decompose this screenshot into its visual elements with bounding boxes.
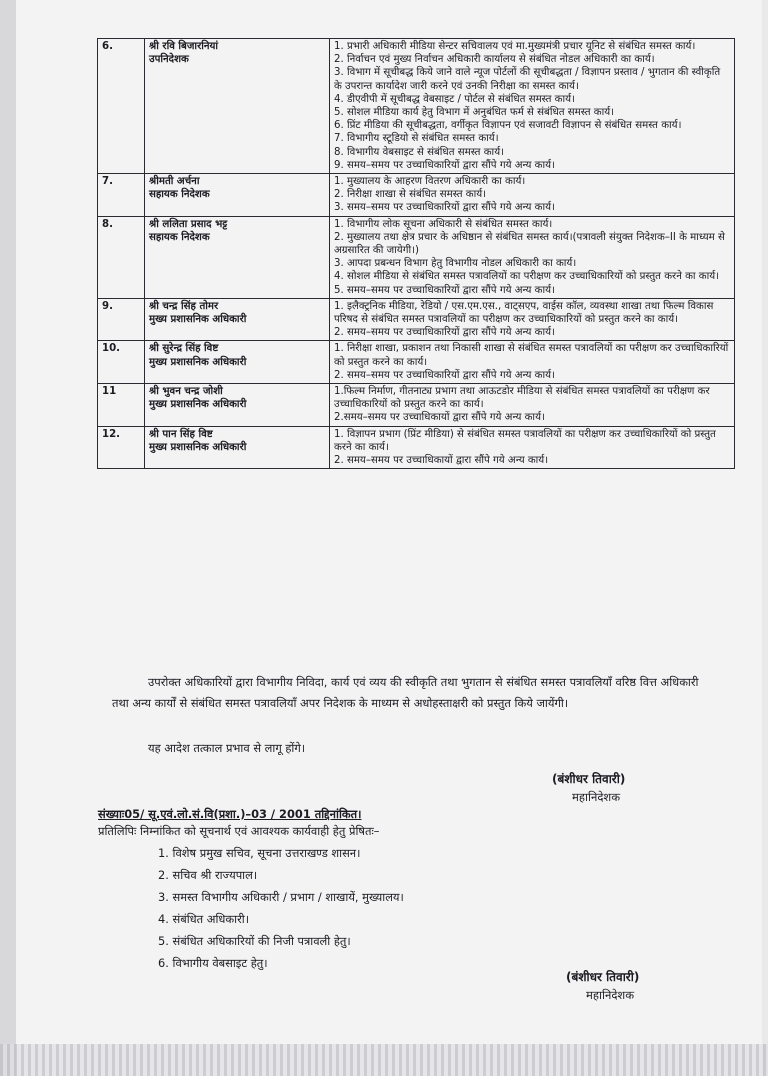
duty-item: 2. निर्वाचन एवं मुख्य निर्वाचन अधिकारी कार्यालय से संबंधित नोडल अधिकारी का कार्य। xyxy=(334,54,655,66)
scan-edge-strip xyxy=(0,1044,768,1076)
table-row xyxy=(98,39,735,174)
officer-name: श्री भुवन चन्द्र जोशी xyxy=(149,386,223,398)
serial-number: 8. xyxy=(98,216,145,298)
duty-item: 2. निरीक्षा शाखा से संबंधित समस्त कार्य। xyxy=(334,189,487,201)
officer-name: श्री रवि बिजारनियां xyxy=(149,41,219,52)
recipient-item: 3. समस्त विभागीय अधिकारी / प्रभाग / शाखायें, मुख्यालय। xyxy=(158,890,404,904)
officer-designation: मुख्य प्रशासनिक अधिकारी xyxy=(149,314,247,326)
effective-notice: यह आदेश तत्काल प्रभाव से लागू होंगे। xyxy=(148,741,306,755)
serial-number: 7. xyxy=(98,174,145,217)
signatory-designation: महानिदेशक xyxy=(586,988,635,1002)
signatory-name: (बंशीधर तिवारी) xyxy=(552,772,626,786)
copy-intro: प्रतिलिपिः निम्नांकित को सूचनार्थ एवं आवश्यक कार्यवाही हेतु प्रेषितः– xyxy=(98,824,380,838)
officer-cell xyxy=(145,39,330,174)
recipient-item: 2. सचिव श्री राज्यपाल। xyxy=(158,868,258,882)
serial-number: 9. xyxy=(98,298,145,341)
duty-item: 1. निरीक्षा शाखा, प्रकाशन तथा निकासी शाखा से संबंधित समस्त पत्रावलियों का परीक्षण कर उच्चाधिकारियों को प्रस्तुत करने का कार्य। xyxy=(334,343,729,368)
recipient-item: 4. संबंधित अधिकारी। xyxy=(158,912,250,926)
signature-block-copy xyxy=(566,968,639,1004)
officer-name: श्रीमती अर्चना xyxy=(149,176,200,188)
officer-cell xyxy=(145,341,330,384)
signatory-name: (बंशीधर तिवारी) xyxy=(566,970,640,984)
serial-number: 11 xyxy=(98,384,145,427)
duties-cell xyxy=(330,426,735,469)
officer-designation: मुख्य प्रशासनिक अधिकारी xyxy=(149,441,247,453)
duties-cell xyxy=(330,384,735,427)
officer-cell xyxy=(145,426,330,469)
recipient-item: 1. विशेष प्रमुख सचिव, सूचना उत्तराखण्ड शासन। xyxy=(158,846,361,860)
table-row xyxy=(98,298,735,341)
officer-cell xyxy=(145,384,330,427)
officer-designation: मुख्य प्रशासनिक अधिकारी xyxy=(149,399,247,411)
recipient-list xyxy=(98,842,718,974)
duty-item: 4. डीएवीपी में सूचीबद्ध वेबसाइट / पोर्टल से संबंधित समस्त कार्य। xyxy=(334,93,575,105)
duty-item: 2. मुख्यालय तथा क्षेत्र प्रचार के अधिष्ठान से संबंधित समस्त कार्य।(पत्रावली संयुक्त निदेशक–II के माध्यम से अग्रसारित की जायेगी।) xyxy=(334,231,725,257)
signatory-designation: महानिदेशक xyxy=(572,790,621,804)
officer-name: श्री सुरेन्द्र सिंह विष्ट xyxy=(149,343,219,355)
duties-table-body xyxy=(98,39,735,469)
signature-block xyxy=(552,770,625,806)
closing-paragraph: उपरोक्त अधिकारियों द्वारा विभागीय निविदा, कार्य एवं व्यय की स्वीकृति तथा भुगतान से संबंधित समस्त पत्रावलियाँ वरिष्ठ वित्त अधिकारी तथा अन्य कार्यों से संबंधित समस्त पत्रावलियाँ अपर निदेशक के माध्यम से अधोहस्ताक्षरी को प्रस्तुत किये जायेंगी। xyxy=(112,675,699,710)
duty-item: 7. विभागीय स्टूडियो से संबंधित समस्त कार्य। xyxy=(334,133,499,145)
duties-cell xyxy=(330,341,735,384)
recipient-item: 5. संबंधित अधिकारियों की निजी पत्रावली हेतु। xyxy=(158,934,351,948)
officer-designation: मुख्य प्रशासनिक अधिकारी xyxy=(149,356,247,368)
duty-item: 1. विज्ञापन प्रभाग (प्रिंट मीडिया) से संबंधित समस्त पत्रावलियों का परीक्षण कर उच्चाधिकारियों को प्रस्तुत करने का कार्य। xyxy=(334,428,716,453)
table-row xyxy=(98,426,735,469)
duty-item: 1. विभागीय लोक सूचना अधिकारी से संबंधित समस्त कार्य। xyxy=(334,218,553,230)
duty-item: 3. विभाग में सूचीबद्ध किये जाने वाले न्यूज पोर्टलों की सूचीबद्धता / विज्ञापन प्रस्ताव / भुगतान की स्वीकृति के उपरान्त कार्यादेश जारी करने एवं उनकी निरीक्षा का समस्त कार्य। xyxy=(334,67,721,92)
duty-item: 9. समय–समय पर उच्चाधिकारियों द्वारा सौंपे गये अन्य कार्य। xyxy=(334,159,555,171)
table-row xyxy=(98,384,735,427)
officer-cell xyxy=(145,216,330,298)
reference-section xyxy=(98,806,718,974)
duty-item: 8. विभागीय वेबसाइट से संबंधित समस्त कार्य। xyxy=(334,146,504,158)
table-row xyxy=(98,174,735,217)
duties-cell xyxy=(330,298,735,341)
duty-item: 2. समय–समय पर उच्चाधिकारियों द्वारा सौंपे गये अन्य कार्य। xyxy=(334,369,555,381)
table-row xyxy=(98,216,735,298)
table-row xyxy=(98,341,735,384)
serial-number: 12. xyxy=(98,426,145,469)
duty-item: 1. मुख्यालय के आहरण वितरण अधिकारी का कार्य। xyxy=(334,176,526,188)
duty-item: 2. समय–समय पर उच्चाधिकायों द्वारा सौंपे गये अन्य कार्य। xyxy=(334,455,549,467)
reference-number: संख्याः05/ सू.एवं.लो.सं.वि(प्रशा.)–03 / 2001 तद्दिनांकित। xyxy=(98,807,362,821)
duty-item: 6. प्रिंट मीडिया की सूचीबद्धता, वर्गीकृत विज्ञापन एवं सजावटी विज्ञापन से संबंधित समस्त कार्य। xyxy=(334,120,682,132)
duty-item: 2.समय–समय पर उच्चाधिकायों द्वारा सौंपे गये अन्य कार्य। xyxy=(334,412,545,424)
underlying-page-edge xyxy=(0,0,16,1076)
officer-name: श्री चन्द्र सिंह तोमर xyxy=(149,300,219,312)
duty-item: 1.फिल्म निर्माण, गीतनाट्य प्रभाग तथा आऊटडोर मीडिया से संबंधित समस्त पत्रावलियों का परीक्षण कर उच्चाधिकारियों को प्रस्तुत करने का कार्य। xyxy=(334,386,710,411)
duty-item: 3. समय–समय पर उच्चाधिकारियों द्वारा सौंपे गये अन्य कार्य। xyxy=(334,202,555,214)
duty-item: 1. इलैक्ट्रनिक मीडिया, रेडियो / एस.एम.एस., वाट्सएप, वाईस कॉल, व्यवस्था शाखा तथा फिल्म विकास परिषद से संबंधित समस्त पत्रावलियों का परीक्षण कर उच्चाधिकारियों को प्रस्तुत करने का कार्य। xyxy=(334,300,714,326)
duty-item: 3. आपदा प्रबन्धन विभाग हेतु विभागीय नोडल अधिकारी का कार्य। xyxy=(334,258,577,270)
officer-designation: सहायक निदेशक xyxy=(149,231,210,243)
duty-item: 4. सोशल मीडिया से संबंधित समस्त पत्रावलियों का परीक्षण कर उच्चाधिकारियों को प्रस्तुत करने का कार्य। xyxy=(334,271,720,283)
duties-cell xyxy=(330,39,735,174)
officer-cell xyxy=(145,298,330,341)
duty-item: 2. समय–समय पर उच्चाधिकारियों द्वारा सौंपे गये अन्य कार्य। xyxy=(334,327,555,339)
officer-name: श्री पान सिंह विष्ट xyxy=(149,428,213,440)
duty-item: 1. प्रभारी अधिकारी मीडिया सेन्टर सचिवालय एवं मा.मुख्यमंत्री प्रचार यूनिट से संबंधित समस्त कार्य। xyxy=(334,41,696,52)
duties-cell xyxy=(330,174,735,217)
duties-table xyxy=(97,38,735,469)
serial-number: 10. xyxy=(98,341,145,384)
duty-item: 5. सोशल मीडिया कार्य हेतु विभाग में अनुबंधित फर्म से संबंधित समस्त कार्य। xyxy=(334,107,615,119)
officer-cell xyxy=(145,174,330,217)
duty-item: 5. समय–समय पर उच्चाधिकारियों द्वारा सौंपे गये अन्य कार्य। xyxy=(334,284,555,296)
officer-name: श्री ललिता प्रसाद भट्ट xyxy=(149,218,228,230)
officer-designation: सहायक निदेशक xyxy=(149,189,210,201)
duties-cell xyxy=(330,216,735,298)
recipient-item: 6. विभागीय वेबसाइट हेतु। xyxy=(158,956,268,970)
serial-number: 6. xyxy=(98,39,145,174)
officer-designation: उपनिदेशक xyxy=(149,54,189,66)
